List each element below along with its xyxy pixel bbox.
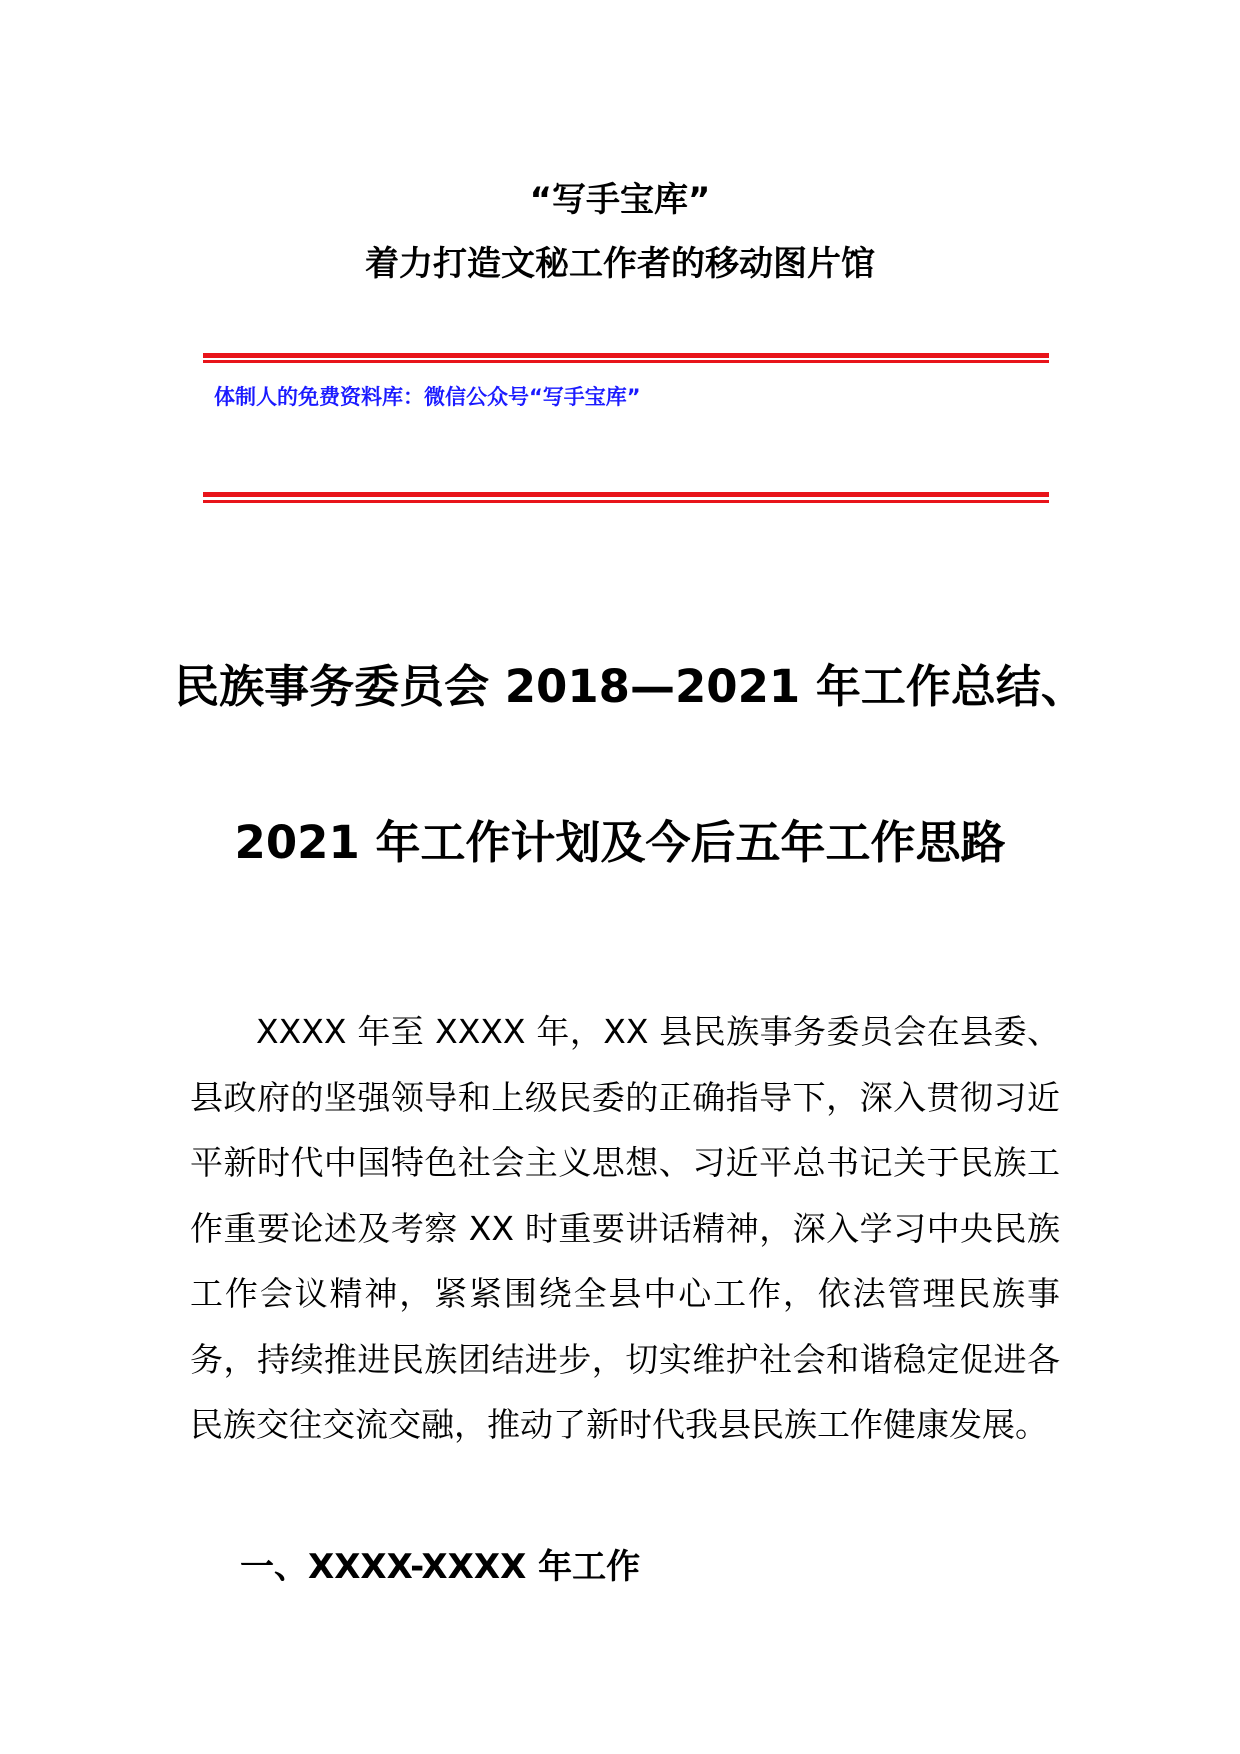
- promo-text: 体制人的免费资料库：微信公众号“写手宝库”: [214, 385, 641, 409]
- document-title-line-1: 民族事务委员会 2018—2021 年工作总结、: [174, 660, 1086, 713]
- top-red-divider-thick: [203, 353, 1049, 358]
- document-title-line-2: 2021 年工作计划及今后五年工作思路: [234, 816, 1006, 869]
- bottom-red-divider-thin: [203, 500, 1049, 503]
- section-heading: 一、XXXX-XXXX 年工作: [240, 1547, 641, 1587]
- top-red-divider-thin: [203, 360, 1049, 363]
- brand-slogan: 着力打造文秘工作者的移动图片馆: [365, 244, 875, 284]
- brand-title: “写手宝库”: [529, 180, 711, 220]
- bottom-red-divider-thick: [203, 492, 1049, 497]
- intro-paragraph: XXXX 年至 XXXX 年，XX 县民族事务委员会在县委、县政府的坚强领导和上级民委的正确指导下，深入贯彻习近平新时代中国特色社会主义思想、习近平总书记关于民族工作重要论述及考察 XX 时重要讲话精神，深入学习中央民族工作会议精神，紧紧围绕全县中心工作，依法管理民族事务，持续推进民族团结进步，切实维护社会和谐稳定促进各民族交往交流交融，推动了新时代我县民族工作健康发展。: [190, 1012, 1060, 1444]
